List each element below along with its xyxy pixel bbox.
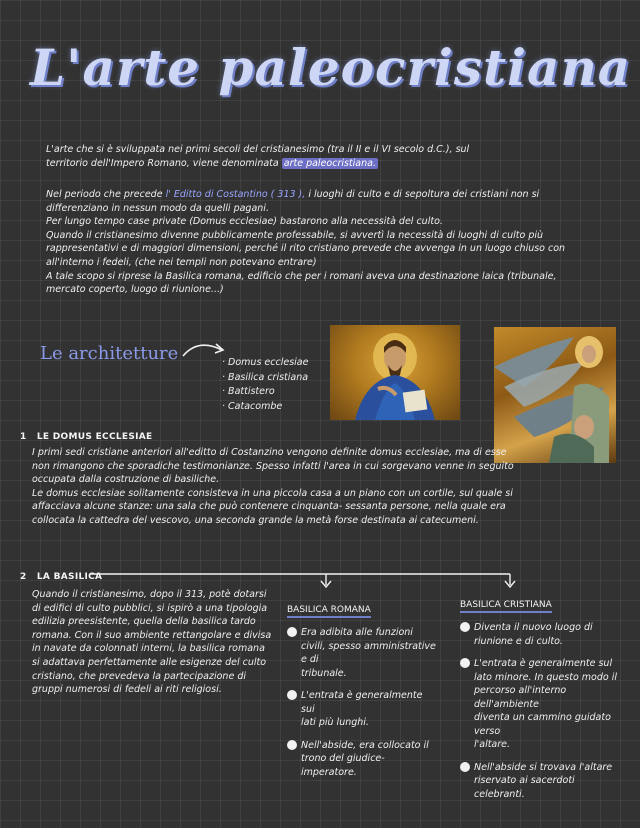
paragraph-line: non rimangono che sporadiche testimonianze. Spesso infatti l'area in cui sorgevano venne in seguito [32, 460, 514, 472]
bullet-dot-icon [287, 690, 297, 700]
intro-line [46, 157, 606, 171]
list-item: · Basilica cristiana [222, 371, 309, 383]
page-title: L'arte paleocristiana [30, 38, 632, 97]
paragraph-line: mercato coperto, luogo di riunione...) [46, 284, 224, 296]
paragraph-line: si adattava perfettamente alle esigenze del culto [32, 656, 267, 668]
list-item: Era adibita alle funzioni civili, spesso amministrative e di tribunale. [287, 626, 437, 680]
paragraph-line [46, 188, 616, 202]
architetture-list [222, 356, 308, 414]
paragraph-line: affacciava alcune stanze: una sala che può contenere cinquanta- sessanta persone, nella quale era [32, 501, 506, 513]
list-item: · Battistero [222, 386, 275, 397]
column-heading: BASILICA CRISTIANA [460, 600, 552, 613]
highlight-arte-paleocristiana: arte paleocristiana. [283, 157, 376, 169]
paragraph-line: Quando il cristianesimo, dopo il 313, potè dotarsi [32, 589, 267, 600]
list-item: · Domus ecclesiae [222, 357, 309, 368]
paragraph-line: all'interno i fedeli, (che nei templi non potevano entrare) [46, 256, 317, 268]
bullet-dot-icon [460, 658, 470, 668]
basilica-paragraph [32, 588, 272, 697]
paragraph-line: di edifici di culto pubblici, si ispirò a una tipologia [32, 602, 268, 614]
paragraph-line: rappresentativi e di maggiori dimensioni, perché il rito cristiano prevede che avvenga in un luogo chiuso con [46, 243, 566, 255]
paragraph-line: in navate da colonnati interni, la basilica romana [32, 643, 265, 655]
section-title: LE DOMUS ECCLESIAE [36, 432, 153, 442]
bullet-dot-icon [287, 627, 297, 637]
list-item: Nell'abside, era collocato il trono del giudice-imperatore. [287, 739, 437, 780]
architetture-heading: Le architetture [40, 343, 179, 364]
paragraph-text: i luoghi di culto e di sepoltura dei cristiani non si [308, 189, 540, 200]
paragraph-line: cristiano, che prevedeva la partecipazione di [32, 670, 246, 682]
intro-line: L'arte che si è sviluppata nei primi secoli del cristianesimo (tra il II e il VI secolo d.C.), sul [46, 144, 470, 155]
list-item: L'entrata è generalmente sul lato minore. In questo modo il percorso all'interno dell'ambiente diventa un cammino guidato verso l'altare. [460, 657, 620, 752]
paragraph-line: differenziano in nessun modo da quelli pagani. [46, 202, 269, 214]
paragraph-line: collocata la cattedra del vescovo, una seconda grande la metà forse destinata ai catecumeni. [32, 514, 479, 526]
christ-pantocrator-mosaic-image [330, 325, 460, 420]
paragraph-line: Le domus ecclesiae solitamente consisteva in una piccola casa a un piano con un cortile, sul quale si [32, 487, 513, 499]
curved-arrow-icon [180, 336, 228, 364]
paragraph-line: occupata dalla costruzione di basiliche. [32, 474, 220, 486]
section-number: 2 [20, 572, 27, 582]
basilica-cristiana-column [460, 592, 620, 810]
highlight-editto: l' Editto di Costantino ( 313 ), [165, 189, 306, 200]
list-item: Diventa il nuovo luogo di riunione e di culto. [460, 621, 620, 648]
paragraph-line: romana. Con il suo ambiente rettangolare e divisa [32, 629, 272, 641]
paragraph-line: gruppi numerosi di fedeli ai riti religiosi. [32, 684, 222, 696]
section-number: 1 [20, 432, 27, 442]
bullet-dot-icon [460, 622, 470, 632]
intro-paragraph [46, 143, 606, 170]
branch-arrows-icon [90, 568, 520, 590]
basilica-romana-column [287, 597, 437, 788]
column-heading: BASILICA ROMANA [287, 605, 371, 618]
list-item: Nell'abside si trovava l'altare riservato ai sacerdoti celebranti. [460, 761, 620, 802]
paragraph-line: A tale scopo si riprese la Basilica romana, edificio che per i romani aveva una destinazione laica (tribunale, [46, 270, 557, 282]
paragraph-line: Per lungo tempo case private (Domus ecclesiae) bastarono alla necessità del culto. [46, 216, 443, 228]
intro-text: territorio dell'Impero Romano, viene denominata [46, 157, 279, 169]
bullet-dot-icon [460, 762, 470, 772]
historical-paragraph [46, 188, 616, 297]
domus-paragraph [32, 446, 612, 528]
paragraph-line: edilizia preesistente, quella della basilica tardo [32, 616, 256, 628]
domus-section-heading [20, 432, 152, 442]
bullet-dot-icon [287, 740, 297, 750]
list-item: L'entrata è generalmente sui lati più lunghi. [287, 689, 437, 730]
paragraph-line: Quando il cristianesimo divenne pubblicamente professabile, si avvertì la necessità di luoghi di culto più [46, 229, 544, 241]
list-item: · Catacombe [222, 400, 283, 412]
angel-mosaic-image [494, 327, 616, 463]
paragraph-line: I primi sedi cristiane anteriori all'editto di Costanzino vengono definite domus ecclesiae, ma di esse [32, 447, 507, 458]
section-title: LA BASILICA [36, 572, 103, 582]
paragraph-text: Nel periodo che precede [46, 189, 163, 200]
